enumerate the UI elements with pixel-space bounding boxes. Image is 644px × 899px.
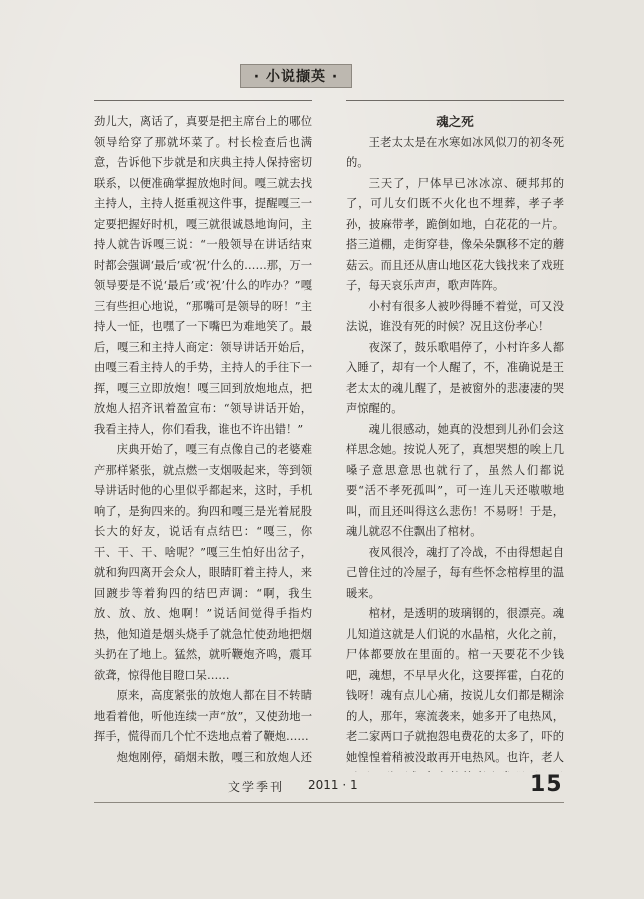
journal-name: 文学季刊 [228,780,285,794]
paragraph: 王老太太是在水寒如冰风似刀的初冬死的。 [346,135,564,169]
paragraph: 棺材，是透明的玻璃钢的，很漂亮。魂儿知道这就是人们说的水晶棺，火化之前，尸体都要放在里面的。棺一天要花不少钱吧，魂想，不早早火化，这要挥霍，白花的钱呀！魂有点儿心痛，按说儿女们都是糊涂的人，那年，寒流袭来，她多开了电热风，老二家两口子就抱怨电费花的太多了，吓的她惶惶着稍被没敢再开电热风。也许，老人 [346,607,564,764]
paragraph: 小村有很多人被吵得睡不着觉，可又没法说，谁没有死的时候？况且这份孝心！ [346,299,564,333]
paragraph: 劲儿大，离话了，真要是把主席台上的哪位领导给穿了那就坏菜了。村长检查后也满意，告诉他下步就是和庆典主持人保持密切联系，以便准确掌握放炮时间。嘎三就去找主持人，主持人挺重视这件事，提醒嘎三一定要把握好时机，嘎三就很诚恳地询问，主持人就告诉嘎三说：“一般领导在讲话结束时都会强调‘最后’或‘祝’什么的……那，万一领导要是不说‘最后’或‘祝’什么的咋办？”嘎三有些担心地说，“那嘴可是领导的呀！”主持人一怔，也嘿了一下嘴巴为难地笑了。最后，嘎三和主持人商定：领导讲话开始后，由嘎三看主持人的手势，主持人的手往下一挥，嘎三立即放炮！嘎三回到放炮地点，把放炮人招齐讯着盈宣布：“领导讲话开始，我看主持人，你们看我，谁也不许出错！” [94,115,312,436]
header-rule-right [346,100,564,101]
header-rule-left [94,100,312,101]
paragraph: 原来，高度紧张的放炮人都在目不转睛地看着他，听他连续一声“放”，又使劲地一挥手，慌得而几个忙不迭地点着了鞭炮…… [94,689,312,743]
paragraph: 夜风很冷，魂打了冷战，不由得想起自己曾住过的冷屋子，每有些怀念棺椁里的温暖来。 [346,545,564,600]
paragraph: 炮炮刚停，硝烟未散，嘎三和放炮人还 [116,750,312,764]
right-column [346,112,564,772]
page-footer [0,772,644,812]
paragraph: 魂儿很感动，她真的没想到儿孙们会这样思念她。按说人死了，真想哭想的唉上几嗓子意思意思也就行了，虽然人们都说要“活不孝死孤叫”，可一连儿天还嗷嗷地叫，而且还叫得这么悲伤！不易呀！于是，魂儿就忍不住飘出了棺材。 [346,422,564,538]
left-column [94,112,312,767]
story-title: 魂之死 [436,114,474,129]
page-number: 15 [530,772,563,797]
paragraph: 三天了，尸体早已冰冰凉、硬邦邦的了，可儿女们既不火化也不埋葬，孝子孝孙，披麻带孝，跪倒如地，白花花的一片。搭三道棚，走街穿巷，像朵朵飘移不定的蘑菇云。而且还从唐山地区花大钱找来了戏班子，每天哀乐声声，歌声阵阵。 [346,176,564,292]
section-banner: · 小说撷英 · [240,64,352,88]
paragraph: 夜深了，鼓乐歌唱停了，小村许多人都入睡了，却有一个人醒了，不，准确说是王老太太的魂儿醒了，是被窗外的悲凄凄的哭声惊醒的。 [346,340,564,415]
issue-number: 2011 · 1 [308,778,358,792]
paragraph: 庆典开始了，嘎三有点像自己的老婆难产那样紧张，就点燃一支烟吸起来，等到领导讲话时他的心里似乎都起来，这时，手机响了，是狗四来的。狗四和嘎三是光着屁股长大的好友，说话有点结巴：“嘎三，你干、干、干、啥呢？”嘎三生怕好出岔子，就和狗四离开会众人，眼睛盯着主持人，来回踱步等着狗四的结巴声调：“啊，我生放、放、放、炮啊！”说话间觉得手指灼热，他知道是烟头烧手了就急忙使劲地把烟头扔在了地上。猛然，就听鞭炮齐鸣，震耳欲聋，惊得他目瞪口呆…… [94,443,312,682]
footer-rule [94,802,564,803]
